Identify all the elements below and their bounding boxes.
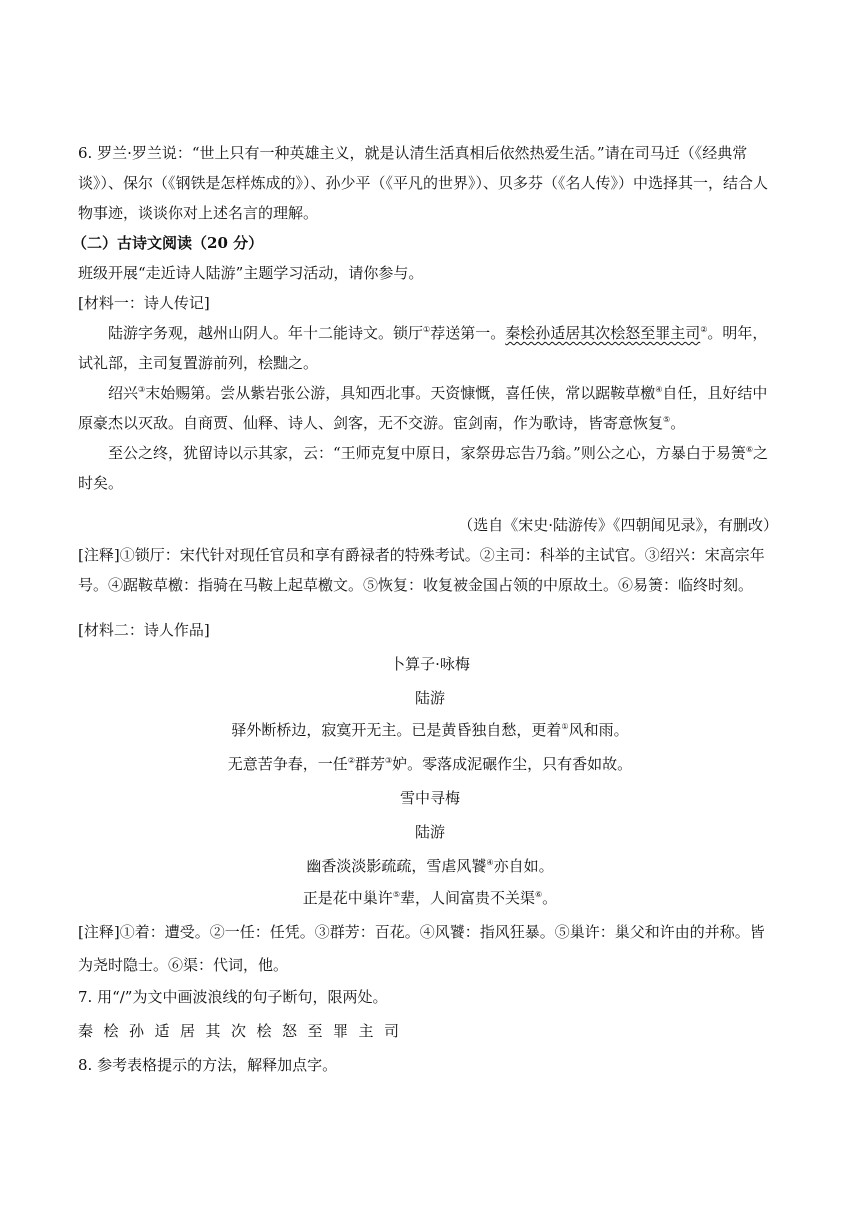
q6-line-1: 6. 罗兰·罗兰说：“世上只有一种英雄主义，就是认清生活真相后依然热爱生活。”请在司马迁（《经典常	[78, 144, 748, 162]
q6-line-3: 物事迹，谈谈你对上述名言的理解。	[78, 204, 319, 222]
note-marker: ①	[561, 722, 569, 731]
poem-two-title: 雪中寻梅	[399, 789, 460, 807]
poem-two-author: 陆游	[414, 823, 445, 841]
biography-para-1-line-1: 陆游字务观，越州山阴人。年十二能诗文。锁厅①荐送第一。秦桧孙适居其次桧怒至罪主司②。明年，	[108, 324, 768, 342]
note-marker: ①	[423, 325, 431, 334]
activity-intro: 班级开展“走近诗人陆游”主题学习活动，请你参与。	[78, 264, 424, 282]
material-two-label: [材料二：诗人作品]	[78, 621, 210, 639]
biography-para-1-line-2: 试礼部，主司复置游前列，桧黜之。	[78, 354, 319, 372]
notes-one-line-1: [注释]①锁厅：宋代针对现任官员和享有爵禄者的特殊考试。②主司：科举的主试官。③绍兴：宋高宗年	[78, 546, 765, 564]
q6-line-2: 谈》）、保尔（《钢铁是怎样炼成的》）、孙少平（《平凡的世界》）、贝多芬（《名人传》）中选择其一，结合人	[78, 174, 769, 192]
section-heading: （二）古诗文阅读（20 分）	[72, 234, 264, 252]
question-8-prompt: 8. 参考表格提示的方法，解释加点字。	[78, 1056, 338, 1074]
note-marker: ②	[347, 756, 355, 765]
question-7-prompt: 7. 用“/”为文中画波浪线的句子断句，限两处。	[78, 988, 388, 1006]
notes-two-line-2: 为尧时隐士。⑥渠：代词，他。	[78, 956, 289, 974]
note-marker: ⑤	[392, 890, 400, 899]
biography-para-3-line-2: 时矣。	[78, 474, 124, 492]
poem-one-line-2: 无意苦争春，一任②群芳③妒。零落成泥碾作尘，只有香如故。	[227, 755, 633, 773]
note-marker: ④	[655, 385, 663, 394]
biography-para-2-line-1: 绍兴③末始赐第。尝从紫岩张公游，具知西北事。天资慷慨，喜任侠，常以踞鞍草檄④自任，且好结中	[108, 384, 768, 402]
question-7-characters: 秦桧孙适居其次桧怒至罪主司	[78, 1022, 410, 1040]
biography-para-3-line-1: 至公之终，犹留诗以示其家，云：“王师克复中原日，家祭毋忘告乃翁。”则公之心，方暴白于易箦⑥之	[108, 444, 769, 462]
note-marker: ⑥	[535, 890, 543, 899]
wavy-underlined-sentence: 秦桧孙适居其次桧怒至罪主司	[505, 324, 701, 342]
biography-para-2-line-2: 原豪杰以灭敌。自商贾、仙释、诗人、剑客，无不交游。宦剑南，作为歌诗，皆寄意恢复⑤。	[78, 414, 686, 432]
source-citation: （选自《宋史·陆游传》《四朝闻见录》，有删改）	[458, 516, 778, 534]
poem-two-line-2: 正是花中巢许⑤辈，人间富贵不关渠⑥。	[302, 889, 558, 907]
note-marker: ⑤	[663, 415, 671, 424]
notes-two-line-1: [注释]①着：遭受。②一任：任凭。③群芳：百花。④风饕：指风狂暴。⑤巢许：巢父和许由的并称。皆	[78, 923, 765, 941]
note-marker: ②	[700, 325, 708, 334]
poem-one-author: 陆游	[414, 689, 445, 707]
note-marker: ③	[138, 385, 146, 394]
poem-one-title: 卜算子·咏梅	[390, 655, 470, 673]
material-one-label: [材料一：诗人传记]	[78, 294, 210, 312]
note-marker: ⑥	[745, 445, 754, 454]
note-marker: ④	[486, 858, 494, 867]
poem-two-line-1: 幽香淡淡影疏疏，雪虐风饕④亦自如。	[306, 857, 554, 875]
poem-one-line-1: 驿外断桥边，寂寞开无主。已是黄昏独自愁，更着①风和雨。	[231, 721, 629, 739]
notes-one-line-2: 号。④踞鞍草檄：指骑在马鞍上起草檄文。⑤恢复：收复被金国占领的中原故土。⑥易箦：临终时刻。	[78, 576, 754, 594]
note-marker: ③	[385, 756, 393, 765]
